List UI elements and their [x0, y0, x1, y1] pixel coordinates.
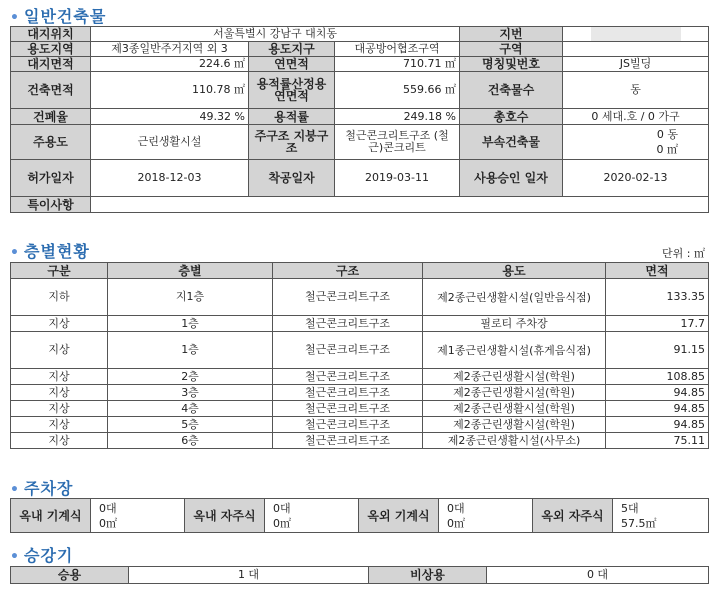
floor-level: 4층 — [108, 401, 273, 417]
outdoor-self-count: 5대 — [621, 501, 639, 515]
indoor-self-count: 0대 — [273, 501, 291, 515]
far-floor-area-label: 용적률산정용 연면적 — [249, 72, 335, 109]
passenger-elevator-label: 승용 — [11, 567, 129, 584]
floor-area: 94.85 — [606, 401, 709, 417]
floor-level: 1층 — [108, 316, 273, 332]
use-zone-value: 제3종일반주거지역 외 3 — [91, 42, 249, 57]
permit-label: 허가일자 — [11, 160, 91, 197]
floor-level: 3층 — [108, 385, 273, 401]
approval-date: 2020-02-13 — [563, 160, 709, 197]
section-title-text: 주차장 — [24, 479, 74, 498]
floor-area: 91.15 — [606, 332, 709, 369]
indoor-self-label: 옥내 자주식 — [185, 499, 265, 533]
table-row — [11, 316, 709, 332]
annex-count: 0 동 — [656, 128, 679, 141]
section-title-text: 일반건축물 — [24, 7, 107, 26]
emergency-elevator-value: 0 대 — [487, 567, 709, 584]
bcr-value: 49.32 % — [91, 109, 249, 125]
notes-label: 특이사항 — [11, 197, 91, 213]
floor-area: 133.35 — [606, 279, 709, 316]
structure-value: 철근콘크리트구조 (철근)콘크리트 — [335, 125, 460, 160]
floor-division: 지하 — [11, 279, 108, 316]
start-date: 2019-03-11 — [335, 160, 460, 197]
use-zone-label: 용도지역 — [11, 42, 91, 57]
outdoor-self-area: 57.5㎡ — [621, 516, 657, 530]
floor-division: 지상 — [11, 401, 108, 417]
floor-structure: 철근콘크리트구조 — [273, 279, 423, 316]
floor-structure: 철근콘크리트구조 — [273, 401, 423, 417]
floor-structure: 철근콘크리트구조 — [273, 369, 423, 385]
floor-use: 제2종근린생활시설(학원) — [423, 417, 606, 433]
section-title-text: 승강기 — [24, 546, 74, 565]
floor-level: 지1층 — [108, 279, 273, 316]
floor-structure: 철근콘크리트구조 — [273, 417, 423, 433]
building-count-value: 동 — [563, 72, 709, 109]
site-area-label: 대지면적 — [11, 57, 91, 72]
bcr-label: 건폐율 — [11, 109, 91, 125]
general-building-table — [10, 26, 709, 213]
floor-use: 제2종근린생활시설(학원) — [423, 401, 606, 417]
lot-no-value — [563, 27, 709, 42]
emergency-elevator-label: 비상용 — [369, 567, 487, 584]
section-title-text: 층별현황 — [24, 242, 90, 261]
total-floor-area-value: 710.71 ㎡ — [335, 57, 460, 72]
elevator-table — [10, 566, 709, 584]
floor-structure: 철근콘크리트구조 — [273, 385, 423, 401]
floors-unit: 단위 : ㎡ — [662, 247, 705, 260]
annex-value — [563, 125, 709, 160]
outdoor-mech-area: 0㎡ — [447, 516, 465, 530]
main-use-label: 주용도 — [11, 125, 91, 160]
use-district-value: 대공방어협조구역 — [335, 42, 460, 57]
floor-division: 지상 — [11, 417, 108, 433]
section-title-parking — [10, 476, 73, 499]
start-label: 착공일자 — [249, 160, 335, 197]
table-row — [11, 369, 709, 385]
outdoor-self-label: 옥외 자주식 — [533, 499, 613, 533]
building-area-value: 110.78 ㎡ — [91, 72, 249, 109]
area-zone-label: 구역 — [460, 42, 563, 57]
far-floor-area-value: 559.66 ㎡ — [335, 72, 460, 109]
outdoor-mech-value — [439, 499, 533, 533]
floor-use: 제2종근린생활시설(일반음식점) — [423, 279, 606, 316]
floor-division: 지상 — [11, 369, 108, 385]
indoor-self-area: 0㎡ — [273, 516, 291, 530]
structure-label: 주구조 지붕구조 — [249, 125, 335, 160]
floor-structure: 철근콘크리트구조 — [273, 433, 423, 449]
floor-area: 75.11 — [606, 433, 709, 449]
table-row — [11, 433, 709, 449]
area-zone-value — [563, 42, 709, 57]
bullet-icon: • — [10, 10, 20, 26]
table-row — [11, 332, 709, 369]
floors-header-structure: 구조 — [273, 263, 423, 279]
floor-division: 지상 — [11, 433, 108, 449]
floor-level: 2층 — [108, 369, 273, 385]
far-value: 249.18 % — [335, 109, 460, 125]
floor-level: 6층 — [108, 433, 273, 449]
lot-no-label: 지번 — [460, 27, 563, 42]
annex-label: 부속건축물 — [460, 125, 563, 160]
table-row — [11, 417, 709, 433]
indoor-mech-value — [91, 499, 185, 533]
floor-level: 5층 — [108, 417, 273, 433]
floor-division: 지상 — [11, 332, 108, 369]
floor-use: 제2종근린생활시설(학원) — [423, 385, 606, 401]
floor-area: 94.85 — [606, 417, 709, 433]
far-label: 용적률 — [249, 109, 335, 125]
passenger-elevator-value: 1 대 — [129, 567, 369, 584]
floor-division: 지상 — [11, 316, 108, 332]
bullet-icon: • — [10, 549, 20, 565]
section-title-general — [10, 4, 106, 27]
outdoor-mech-count: 0대 — [447, 501, 465, 515]
floor-use: 제2종근린생활시설(사무소) — [423, 433, 606, 449]
floor-area: 17.7 — [606, 316, 709, 332]
floor-level: 1층 — [108, 332, 273, 369]
floor-division: 지상 — [11, 385, 108, 401]
site-area-value: 224.6 ㎡ — [91, 57, 249, 72]
floor-structure: 철근콘크리트구조 — [273, 332, 423, 369]
households-label: 총호수 — [460, 109, 563, 125]
total-floor-area-label: 연면적 — [249, 57, 335, 72]
floors-header-area: 면적 — [606, 263, 709, 279]
indoor-mech-count: 0대 — [99, 501, 117, 515]
site-location-label: 대지위치 — [11, 27, 91, 42]
outdoor-self-value — [613, 499, 709, 533]
section-title-elevator — [10, 543, 73, 566]
floor-area: 108.85 — [606, 369, 709, 385]
redacted-mask — [591, 27, 681, 41]
floor-structure: 철근콘크리트구조 — [273, 316, 423, 332]
section-title-floors — [10, 239, 90, 262]
use-district-label: 용도지구 — [249, 42, 335, 57]
table-row — [11, 401, 709, 417]
bullet-icon: • — [10, 245, 20, 261]
floor-area: 94.85 — [606, 385, 709, 401]
floors-table — [10, 262, 709, 449]
building-count-label: 건축물수 — [460, 72, 563, 109]
outdoor-mech-label: 옥외 기계식 — [359, 499, 439, 533]
site-location-value: 서울특별시 강남구 대치동 — [91, 27, 460, 42]
permit-date: 2018-12-03 — [91, 160, 249, 197]
indoor-mech-area: 0㎡ — [99, 516, 117, 530]
annex-area: 0 ㎡ — [656, 143, 679, 156]
building-name-value: JS빌딩 — [563, 57, 709, 72]
bullet-icon: • — [10, 482, 20, 498]
floors-header-division: 구분 — [11, 263, 108, 279]
households-value: 0 세대.호 / 0 가구 — [563, 109, 709, 125]
indoor-mech-label: 옥내 기계식 — [11, 499, 91, 533]
parking-table — [10, 498, 709, 533]
floor-use: 제1종근린생활시설(휴게음식점) — [423, 332, 606, 369]
notes-value — [91, 197, 709, 213]
floor-use: 제2종근린생활시설(학원) — [423, 369, 606, 385]
building-area-label: 건축면적 — [11, 72, 91, 109]
floor-use: 필로티 주차장 — [423, 316, 606, 332]
building-name-label: 명칭및번호 — [460, 57, 563, 72]
indoor-self-value — [265, 499, 359, 533]
main-use-value: 근린생활시설 — [91, 125, 249, 160]
table-row — [11, 385, 709, 401]
floors-header-use: 용도 — [423, 263, 606, 279]
floors-header-floor: 층별 — [108, 263, 273, 279]
approval-label: 사용승인 일자 — [460, 160, 563, 197]
table-row — [11, 279, 709, 316]
